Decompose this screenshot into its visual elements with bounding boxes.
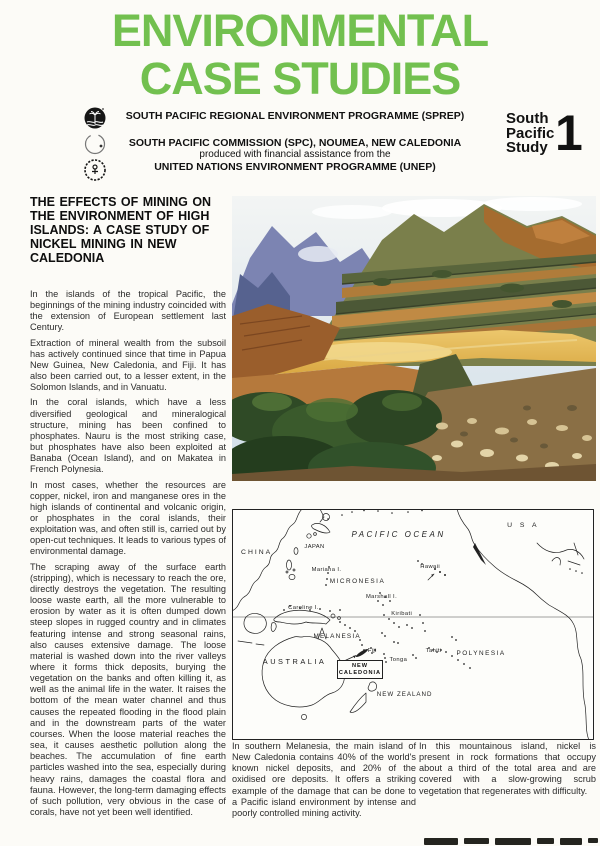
article-column-right [419,741,596,797]
page-title-line2: CASE STUDIES [139,53,461,104]
map-callout-line2: CALEDONIA [338,669,382,676]
article-column-left [30,289,226,819]
paragraph-2: Extraction of mineral wealth from the subsoil has actively continued since that time in Papua New Guinea, New Caledonia, and Fiji. It has also been carried out, to a lesser extent, in the Solomon Islands, and in Vanuatu. [30,337,226,393]
paragraph-1: In the islands of the tropical Pacific, the beginnings of the mining industry coincided with the extension of European settlement last Century. [30,289,226,333]
map-label-hawaii: Hawaii [420,564,441,571]
map-label-australia: AUSTRALIA [262,656,327,666]
map-label-pacific-ocean: PACIFIC OCEAN [351,529,446,539]
assistance-line: produced with financial assistance from the [199,149,391,160]
unep-line: UNITED NATIONS ENVIRONMENT PROGRAMME (UNEP) [154,161,436,173]
pacific-map-graphic [232,509,594,740]
paragraph-7: In this mountainous island, nickel is present in rock formations that occupy about a third of the total area and are covered with a slow-growing scrub vegetation that regenerates with difficulty. [419,741,596,796]
page-title-line1: ENVIRONMENTAL [111,5,489,56]
article-headline: THE EFFECTS OF MINING ON THE ENVIRONMENT OF HIGH ISLANDS: A CASE STUDY OF NICKEL MINING IN NEW CALEDONIA [30,195,212,265]
paragraph-3: In the coral islands, which have a less diversified geological and mineralogical structure, mining has been confined to phosphates. Nauru is the most striking case, but phosphates have also been exploited at Banaba (Ocean Island), and on Makatea in French Polynesia. [30,397,226,475]
study-word-study: Study [506,139,548,156]
map-label-fiji: Fiji [367,647,377,654]
study-word-pacific: Pacific [506,124,555,142]
map-label-kiribati: Kiribati [391,610,413,617]
map-label-melanesia: MELANESIA [313,632,361,640]
publisher-block [100,110,490,173]
map-label-usa: U S A [507,521,540,529]
mine-photo-graphic [232,196,596,481]
map-label-polynesia: POLYNESIA [456,649,506,657]
map-label-marshall: Marshall I. [365,594,398,601]
study-number: 1 [555,105,583,161]
article-column-middle [232,741,416,819]
map-label-mariana: Mariana I. [311,566,342,573]
spc-line: SOUTH PACIFIC COMMISSION (SPC), NOUMEA, NEW CALEDONIA [128,137,462,149]
map-label-new-zealand: NEW ZEALAND [376,691,433,699]
map-callout-line1: NEW [351,662,368,669]
map-label-micronesia: MICRONESIA [329,578,386,586]
paragraph-4: In most cases, whether the resources are copper, nickel, iron and manganese ores in the high islands of continental and volcanic origin, or phosphates in the coral islands, their exploitation was, and often still is, carried out by open-cut techniques. It leads to various types of environmental damage. [30,479,226,557]
map-label-china: CHINA [241,549,273,557]
study-word-south: South [506,110,549,127]
map-callout-new-caledonia [337,660,383,679]
sprep-line: SOUTH PACIFIC REGIONAL ENVIRONMENT PROGRAMME (SPREP) [125,110,465,122]
study-series-badge [506,112,554,156]
mine-photo [232,196,596,481]
paragraph-6: In southern Melanesia, the main island of New Caledonia contains 40% of the world's known nickel deposits, and 20% of the oxidised ore deposits. It offers a striking example of the damage that can be done to a Pacific island environment by intense and poorly controlled mining activity. [232,741,416,818]
map-label-tahiti: Tahiti [425,647,442,654]
paragraph-5: The scraping away of the surface earth (stripping), which is necessary to reach the ore, directly destroys the vegetation. The resulting loose waste earth, all the more vulnerable to erosion by water as it is often dumped down steep slopes in rugged country and in climates featuring intense and strong seasonal rains, also causes extensive damage. The loose material is washed down into the river valleys where it forms thick deposits, burying the vegetation on the banks and often killing it, as well as the animal life in the water. It raises the bottom of the mean water channel and thus causes the repeated flooding in the flood plain and in the downstream parts of the water courses. When the loose material reaches the sea, it causes aesthetic pollution along the beaches. The accumulation of fine earth particles washed into the sea, especially during heavy rains, damages the coastal flora and fauna. However, the long-term damaging effects of such pollution, very obvious in the case of corals, have not yet been well identified. [30,561,226,818]
map-label-japan: JAPAN [304,543,325,550]
map-label-tonga: Tonga [389,656,408,663]
pacific-map [232,509,594,740]
next-headline-cutoff [424,838,598,846]
map-label-caroline: Caroline I. [288,604,319,611]
